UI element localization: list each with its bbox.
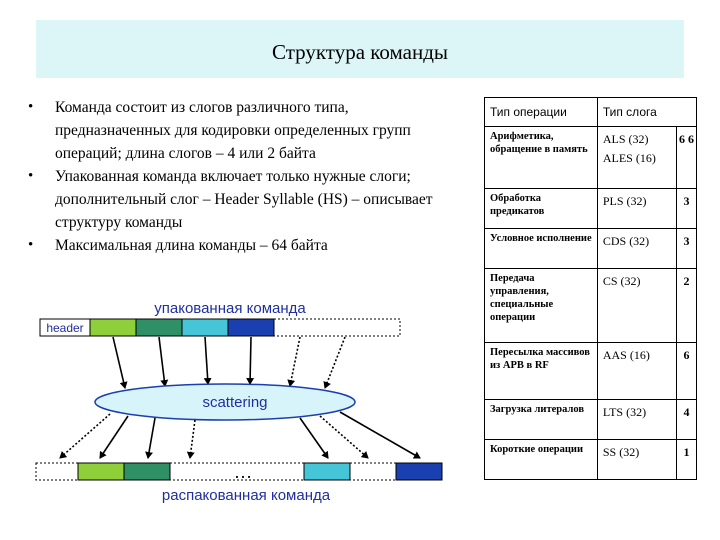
- op-cell: Короткие операции: [485, 440, 598, 480]
- syllable-cell: ALS (32) ALES (16): [597, 127, 676, 189]
- op-cell: Загрузка литералов: [485, 400, 598, 440]
- op-cell: Передача управления, специальные операции: [485, 269, 598, 343]
- syllable-cell: AAS (16): [597, 343, 676, 400]
- op-cell: Обработка предикатов: [485, 189, 598, 229]
- packed-syllable-green-light: [90, 319, 136, 336]
- count-cell: 4: [676, 400, 696, 440]
- arrow-in: [159, 337, 165, 386]
- op-cell: Условное исполнение: [485, 229, 598, 269]
- syllable-cell: SS (32): [597, 440, 676, 480]
- count-cell: 3: [676, 189, 696, 229]
- bullet-dot: •: [28, 237, 34, 253]
- bullet-text: Упакованная команда включает только нужные слоги; дополнительный слог – Header Syllable (HS) – описывает структуру команды: [55, 168, 433, 231]
- arrow-in: [205, 337, 208, 384]
- bullet-text: Максимальная длина команды – 64 байта: [55, 237, 328, 254]
- header-label: header: [46, 321, 84, 335]
- packed-command-label: упакованная команда: [154, 300, 306, 317]
- page-title: Структура команды: [271, 40, 449, 64]
- count-cell: 1: [676, 440, 696, 480]
- bullet-dot: •: [28, 168, 34, 184]
- arrow-in-dotted: [290, 337, 300, 386]
- count-cell: 6: [676, 343, 696, 400]
- syllable-cell: LTS (32): [597, 400, 676, 440]
- bullet-dot: •: [28, 99, 34, 115]
- unpacked-empty-slot: [350, 463, 396, 480]
- arrow-out: [300, 418, 328, 458]
- arrow-in: [113, 337, 125, 388]
- bullet-text: Команда состоит из слогов различного типа, предназначенных для кодировки определенных групп операций; длина слогов – 4 или 2 байта: [55, 99, 411, 162]
- count-cell: 3: [676, 229, 696, 269]
- ellipsis-label: …: [234, 462, 252, 482]
- unpacked-empty-slot: [36, 463, 78, 480]
- arrow-in-dotted: [325, 337, 345, 388]
- packed-syllable-blue: [228, 319, 274, 336]
- header-syllable-type: Тип слога: [597, 98, 696, 127]
- count-cell: 2: [676, 269, 696, 343]
- syllable-cell: PLS (32): [597, 189, 676, 229]
- unpacked-syllable-green-dark: [124, 463, 170, 480]
- packed-unused-area: [274, 319, 400, 336]
- arrow-out: [340, 412, 420, 458]
- unpacked-command-label: распакованная команда: [161, 487, 331, 504]
- syllable-cell: CS (32): [597, 269, 676, 343]
- arrow-in: [250, 337, 251, 384]
- packed-syllable-cyan: [182, 319, 228, 336]
- arrow-out-dotted: [190, 420, 195, 458]
- op-cell: Пересылка массивов из APB в RF: [485, 343, 598, 400]
- arrow-out-dotted: [320, 416, 368, 458]
- arrow-out: [100, 416, 128, 458]
- arrow-out: [148, 418, 155, 458]
- unpacked-syllable-cyan: [304, 463, 350, 480]
- header-op-type: Тип операции: [485, 98, 598, 127]
- op-cell: Арифметика, обращение в память: [485, 127, 598, 189]
- scattering-label: scattering: [202, 394, 268, 411]
- arrow-out-dotted: [60, 414, 110, 458]
- unpacked-syllable-green-light: [78, 463, 124, 480]
- packed-syllable-green-dark: [136, 319, 182, 336]
- syllable-cell: CDS (32): [597, 229, 676, 269]
- unpacked-syllable-blue: [396, 463, 442, 480]
- count-cell: 6 6: [676, 127, 696, 189]
